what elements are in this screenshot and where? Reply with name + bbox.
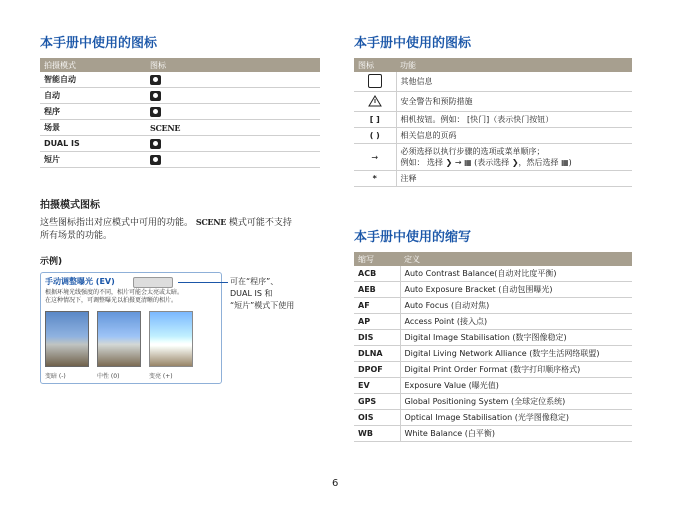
table-row: [354, 128, 632, 144]
table-row: [40, 88, 320, 104]
table-row: [354, 282, 632, 298]
abbr-cell: AP: [354, 314, 400, 330]
function-text: 必须选择以执行步骤的选项或菜单顺序；: [400, 147, 545, 156]
table-row: [354, 426, 632, 442]
definition-cell: Exposure Value (曝光值): [400, 378, 632, 394]
neutral-caption: 中性 (0): [97, 373, 120, 380]
table-row: [354, 144, 632, 171]
para-text: 模式可能不支持: [228, 218, 292, 228]
dual-is-icon: [150, 139, 161, 149]
function-header: 功能: [396, 58, 632, 72]
callout-line-2: DUAL IS 和: [230, 289, 273, 298]
abbr-cell: GPS: [354, 394, 400, 410]
example-label: 示例): [40, 257, 63, 267]
icon-header: 图标: [146, 58, 320, 72]
example-title: 手动调整曝光 (EV): [45, 277, 115, 286]
definition-cell: Digital Image Stabilisation (数字图像稳定): [400, 330, 632, 346]
table-row: [354, 394, 632, 410]
table-row: [40, 152, 320, 168]
callout-line-3: “短片”模式下使用: [230, 301, 295, 310]
table-row: [354, 298, 632, 314]
table-row: [354, 92, 632, 112]
page-number: 6: [332, 478, 339, 489]
table-row: [354, 314, 632, 330]
dark-caption: 变暗 (-): [45, 373, 66, 380]
mode-name: 自动: [40, 88, 146, 104]
function-text: 相关信息的页码: [396, 128, 632, 144]
mode-icons-paragraph: [40, 216, 330, 243]
abbr-cell: ACB: [354, 266, 400, 282]
mode-name: 场景: [40, 120, 146, 136]
table-row: [354, 112, 632, 128]
table-row: [354, 346, 632, 362]
dark-photo: [45, 311, 89, 367]
left-heading: 本手册中使用的图标: [40, 36, 158, 51]
mode-name: 程序: [40, 104, 146, 120]
callout-line: [178, 282, 228, 283]
bright-photo: [149, 311, 193, 367]
mode-name: DUAL IS: [40, 136, 146, 152]
example-box: [40, 272, 222, 384]
table-row: [354, 330, 632, 346]
abbr-cell: AF: [354, 298, 400, 314]
mode-name: 短片: [40, 152, 146, 168]
abbr-cell: EV: [354, 378, 400, 394]
table-row: [354, 72, 632, 92]
neutral-photo: [97, 311, 141, 367]
definition-cell: Digital Print Order Format (数字打印顺序格式): [400, 362, 632, 378]
scene-icon: SCENE: [150, 122, 181, 133]
abbr-table: [354, 252, 632, 442]
definition-cell: White Balance (白平衡): [400, 426, 632, 442]
definition-cell: Auto Focus (自动对焦): [400, 298, 632, 314]
scene-icon: SCENE: [195, 217, 227, 227]
table-row: [40, 72, 320, 88]
smart-auto-icon: [150, 75, 161, 85]
definition-cell: Auto Exposure Bracket (自动包围曝光): [400, 282, 632, 298]
function-text: 其他信息: [396, 72, 632, 92]
abbr-heading: 本手册中使用的缩写: [354, 230, 472, 245]
definition-cell: Global Positioning System (全球定位系统): [400, 394, 632, 410]
definition-cell: Access Point (接入点): [400, 314, 632, 330]
abbr-cell: DLNA: [354, 346, 400, 362]
function-text: 相机按钮。例如： [快门]（表示快门按钮）: [396, 112, 632, 128]
abbr-header: 缩写: [354, 252, 400, 266]
table-row: [354, 362, 632, 378]
right-heading: 本手册中使用的图标: [354, 36, 472, 51]
table-row: [40, 120, 320, 136]
definition-cell: Optical Image Stabilisation (光学图像稳定): [400, 410, 632, 426]
callout-line-1: 可在“程序”、: [230, 277, 279, 286]
abbr-cell: DIS: [354, 330, 400, 346]
bracket-symbol: [ ]: [354, 112, 396, 128]
function-text: 注释: [396, 171, 632, 187]
mode-icons-badge: [133, 277, 173, 288]
program-icon: [150, 107, 161, 117]
paren-symbol: ( ): [354, 128, 396, 144]
abbr-cell: DPOF: [354, 362, 400, 378]
example-desc-1: 根据环境光线强度的不同，相片可能会太亮或太暗。: [45, 289, 184, 296]
table-row: [354, 378, 632, 394]
table-row: [40, 104, 320, 120]
icon-header: 图标: [354, 58, 396, 72]
warning-icon: [368, 95, 382, 107]
table-row: [354, 410, 632, 426]
bright-caption: 变亮 (+): [149, 373, 173, 380]
icon-table: [354, 58, 632, 187]
abbr-cell: WB: [354, 426, 400, 442]
definition-cell: Auto Contrast Balance(自动对比度平衡): [400, 266, 632, 282]
mode-name: 智能自动: [40, 72, 146, 88]
table-row: [354, 171, 632, 187]
para-text: 所有场景的功能。: [40, 231, 113, 241]
note-icon: [368, 74, 382, 88]
abbr-cell: OIS: [354, 410, 400, 426]
mode-table: [40, 58, 320, 168]
function-text: 例如： 选择 ❯ → ▦ (表示选择 ❯，然后选择 ▦): [400, 158, 572, 167]
definition-cell: Digital Living Network Alliance (数字生活网络联盟): [400, 346, 632, 362]
definition-header: 定义: [400, 252, 632, 266]
movie-icon: [150, 155, 161, 165]
callout: [230, 276, 294, 312]
example-desc-2: 在这种情况下，可调整曝光以拍摄更清晰的相片。: [45, 297, 178, 304]
mode-header: 拍摄模式: [40, 58, 146, 72]
para-text: 这些图标指出对应模式中可用的功能。: [40, 218, 194, 228]
asterisk-symbol: *: [354, 171, 396, 187]
mode-icons-heading: 拍摄模式图标: [40, 200, 100, 211]
table-row: [40, 136, 320, 152]
arrow-symbol: →: [354, 144, 396, 171]
table-row: [354, 266, 632, 282]
function-text: 安全警告和预防措施: [396, 92, 632, 112]
camera-icon: [150, 91, 161, 101]
abbr-cell: AEB: [354, 282, 400, 298]
